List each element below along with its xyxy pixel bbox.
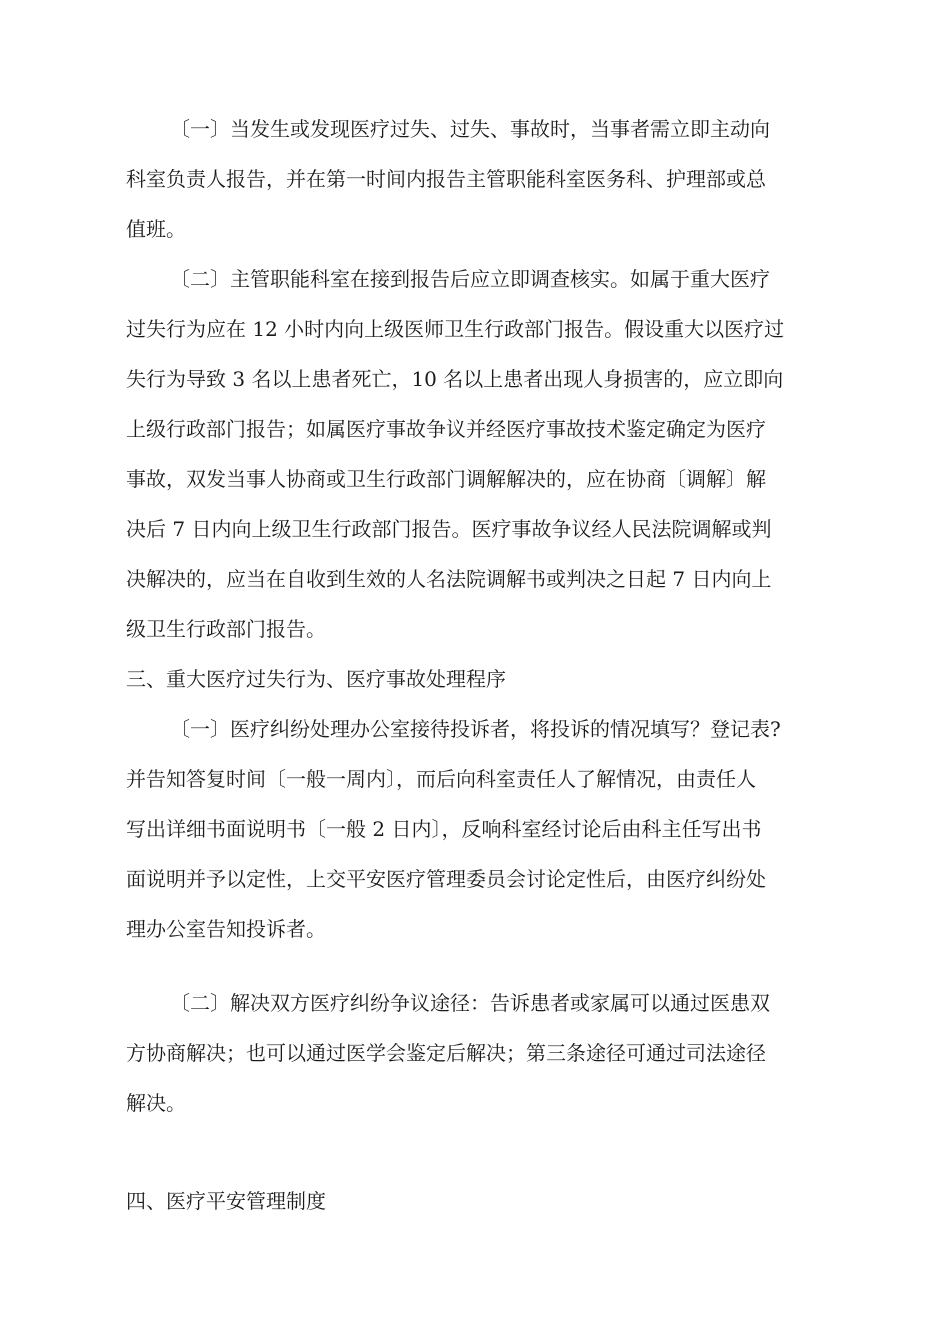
paragraph-line: 理办公室告知投诉者。 bbox=[126, 917, 326, 941]
paragraph-line: 过失行为应在 12 小时内向上级医师卫生行政部门报告。假设重大以医疗过 bbox=[126, 317, 785, 341]
paragraph-line: 面说明并予以定性，上交平安医疗管理委员会讨论定性后，由医疗纠纷处 bbox=[126, 867, 766, 891]
paragraph-line: 上级行政部门报告；如属医疗事故争议并经医疗事故技术鉴定确定为医疗 bbox=[126, 417, 766, 441]
paragraph-line: 解决。 bbox=[126, 1091, 186, 1115]
paragraph-line: 并告知答复时间〔一般一周内〕，而后向科室责任人了解情况，由责任人 bbox=[126, 767, 756, 791]
section-heading: 四、医疗平安管理制度 bbox=[126, 1189, 326, 1213]
paragraph-line: 决解决的，应当在自收到生效的人名法院调解书或判决之日起 7 日内向上 bbox=[126, 567, 772, 591]
paragraph-line: 〔一〕当发生或发现医疗过失、过失、事故时，当事者需立即主动向 bbox=[170, 117, 770, 141]
paragraph-line: 值班。 bbox=[126, 217, 186, 241]
paragraph-line: 〔二〕解决双方医疗纠纷争议途径：告诉患者或家属可以通过医患双 bbox=[170, 991, 770, 1015]
paragraph-line: 〔一〕医疗纠纷处理办公室接待投诉者，将投诉的情况填写？登记表? bbox=[170, 717, 781, 741]
paragraph-line: 科室负责人报告，并在第一时间内报告主管职能科室医务科、护理部或总 bbox=[126, 167, 766, 191]
paragraph-line: 方协商解决；也可以通过医学会鉴定后解决；第三条途径可通过司法途径 bbox=[126, 1041, 766, 1065]
paragraph-line: 写出详细书面说明书〔一般 2 日内〕，反响科室经讨论后由科主任写出书 bbox=[126, 817, 762, 841]
section-heading: 三、重大医疗过失行为、医疗事故处理程序 bbox=[126, 667, 506, 691]
paragraph-line: 级卫生行政部门报告。 bbox=[126, 617, 326, 641]
paragraph-line: 决后 7 日内向上级卫生行政部门报告。医疗事故争议经人民法院调解或判 bbox=[126, 517, 772, 541]
paragraph-line: 事故，双发当事人协商或卫生行政部门调解解决的，应在协商〔调解〕解 bbox=[126, 467, 766, 491]
paragraph-line: 〔二〕主管职能科室在接到报告后应立即调查核实。如属于重大医疗 bbox=[170, 267, 770, 291]
paragraph-line: 失行为导致 3 名以上患者死亡，10 名以上患者出现人身损害的，应立即向 bbox=[126, 367, 784, 391]
